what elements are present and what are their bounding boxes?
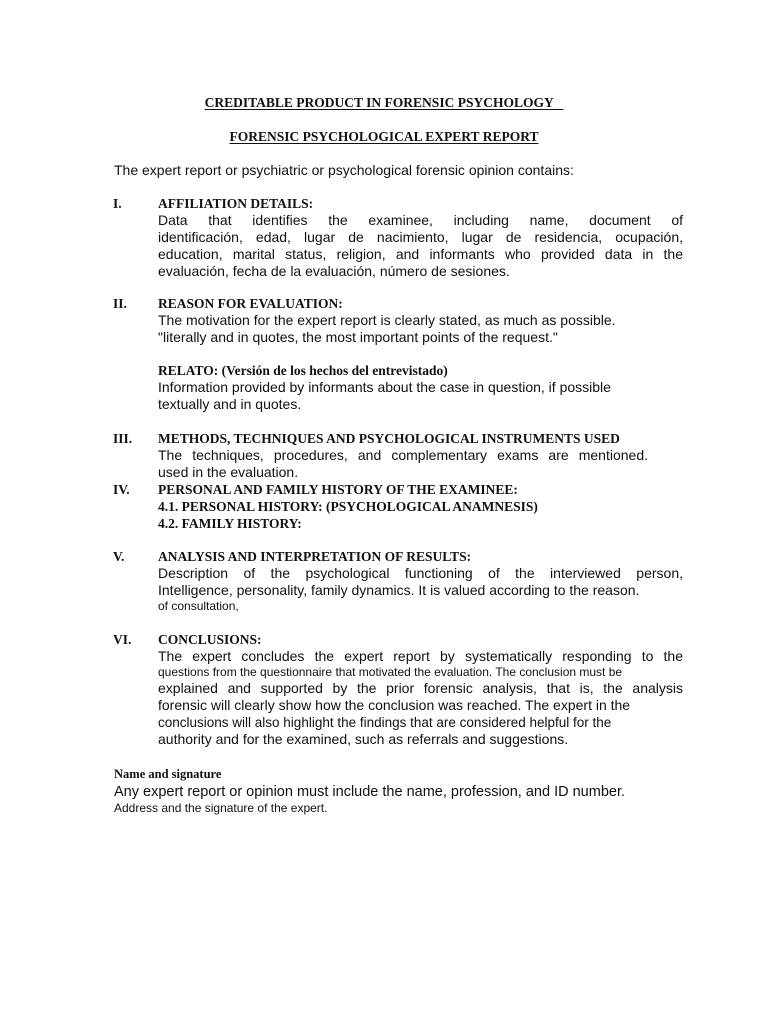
body-line: conclusions will also highlight the findings that are considered helpful for the — [158, 715, 612, 730]
body-line: Information provided by informants about the case in question, if possible — [158, 379, 611, 395]
intro-text — [114, 162, 574, 179]
title-sub: FORENSIC PSYCHOLOGICAL EXPERT REPORT — [229, 129, 539, 144]
section-reason — [158, 295, 683, 346]
section-body — [158, 565, 683, 599]
section-methods — [158, 430, 683, 481]
section-heading: REASON FOR EVALUATION: — [158, 296, 343, 311]
section-body — [158, 447, 648, 481]
body-line: explained and supported by the prior forensic analysis, that is, the analysis — [158, 680, 683, 696]
section-body — [158, 312, 683, 346]
body-line: Data that identifies the examinee, including name, document of — [158, 212, 683, 228]
body-line: used in the evaluation. — [158, 464, 299, 480]
section-numeral-3: III. — [113, 431, 133, 446]
signature-line: Any expert report or opinion must include the name, profession, and ID number. — [114, 784, 626, 800]
body-line: Intelligence, personality, family dynamics. It is valued according to the reason. — [158, 582, 640, 598]
section-numeral-4: IV. — [113, 482, 130, 497]
signature-section — [114, 766, 625, 816]
body-line: The expert concludes the expert report by systematically responding to the — [158, 648, 683, 664]
section-heading: AFFILIATION DETAILS: — [158, 196, 314, 211]
subsection-heading: RELATO: (Versión de los hechos del entrevistado) — [158, 363, 448, 378]
body-line: forensic will clearly show how the conclusion was reached. The expert in the — [158, 697, 631, 713]
body-line-small: questions from the questionnaire that motivated the evaluation. The conclusion must be — [158, 665, 623, 679]
body-line: The motivation for the expert report is clearly stated, as much as possible. — [158, 312, 616, 328]
body-line: education, marital status, religion, and informants who provided data in the — [158, 246, 683, 262]
section-conclusions — [158, 631, 683, 748]
section-relato — [158, 362, 683, 413]
body-line: identificación, edad, lugar de nacimiento, lugar de residencia, ocupación, — [158, 229, 683, 245]
section-numeral-2: II. — [113, 296, 127, 311]
body-line: evaluación, fecha de la evaluación, número de sesiones. — [158, 263, 510, 279]
body-line: textually and in quotes. — [158, 396, 302, 412]
section-numeral-1: I. — [113, 196, 122, 211]
section-numeral-6: VI. — [113, 632, 132, 647]
section-history — [158, 481, 683, 532]
subsection-heading: 4.1. PERSONAL HISTORY: (PSYCHOLOGICAL ANAMNESIS) — [158, 499, 538, 514]
body-line-small: of consultation, — [158, 599, 239, 613]
title-main: CREDITABLE PRODUCT IN FORENSIC PSYCHOLOGY — [204, 95, 554, 110]
section-analysis — [158, 548, 683, 614]
section-body — [158, 680, 683, 714]
section-affiliation — [158, 195, 683, 280]
signature-heading: Name and signature — [114, 767, 222, 781]
section-body — [158, 714, 683, 731]
body-line: "literally and in quotes, the most important points of the request." — [158, 329, 558, 345]
section-body — [158, 731, 683, 748]
section-heading: CONCLUSIONS: — [158, 632, 262, 647]
section-numeral-5: V. — [113, 549, 125, 564]
section-heading: PERSONAL AND FAMILY HISTORY OF THE EXAMINEE: — [158, 482, 518, 497]
body-line: authority and for the examined, such as referrals and suggestions. — [158, 731, 569, 747]
section-body — [158, 648, 683, 665]
title-underline-tail — [553, 95, 563, 110]
body-line: The techniques, procedures, and complementary exams are mentioned. — [158, 447, 648, 463]
subsection-heading: 4.2. FAMILY HISTORY: — [158, 516, 302, 531]
document-title — [0, 94, 768, 111]
body-line: Description of the psychological functioning of the interviewed person, — [158, 565, 683, 581]
document-subtitle — [0, 128, 768, 145]
section-heading: METHODS, TECHNIQUES AND PSYCHOLOGICAL INSTRUMENTS USED — [158, 431, 620, 446]
signature-line-small: Address and the signature of the expert. — [114, 801, 328, 815]
intro-line: The expert report or psychiatric or psychological forensic opinion contains: — [114, 162, 574, 178]
section-body — [158, 212, 683, 280]
section-body — [158, 379, 683, 413]
section-heading: ANALYSIS AND INTERPRETATION OF RESULTS: — [158, 549, 472, 564]
